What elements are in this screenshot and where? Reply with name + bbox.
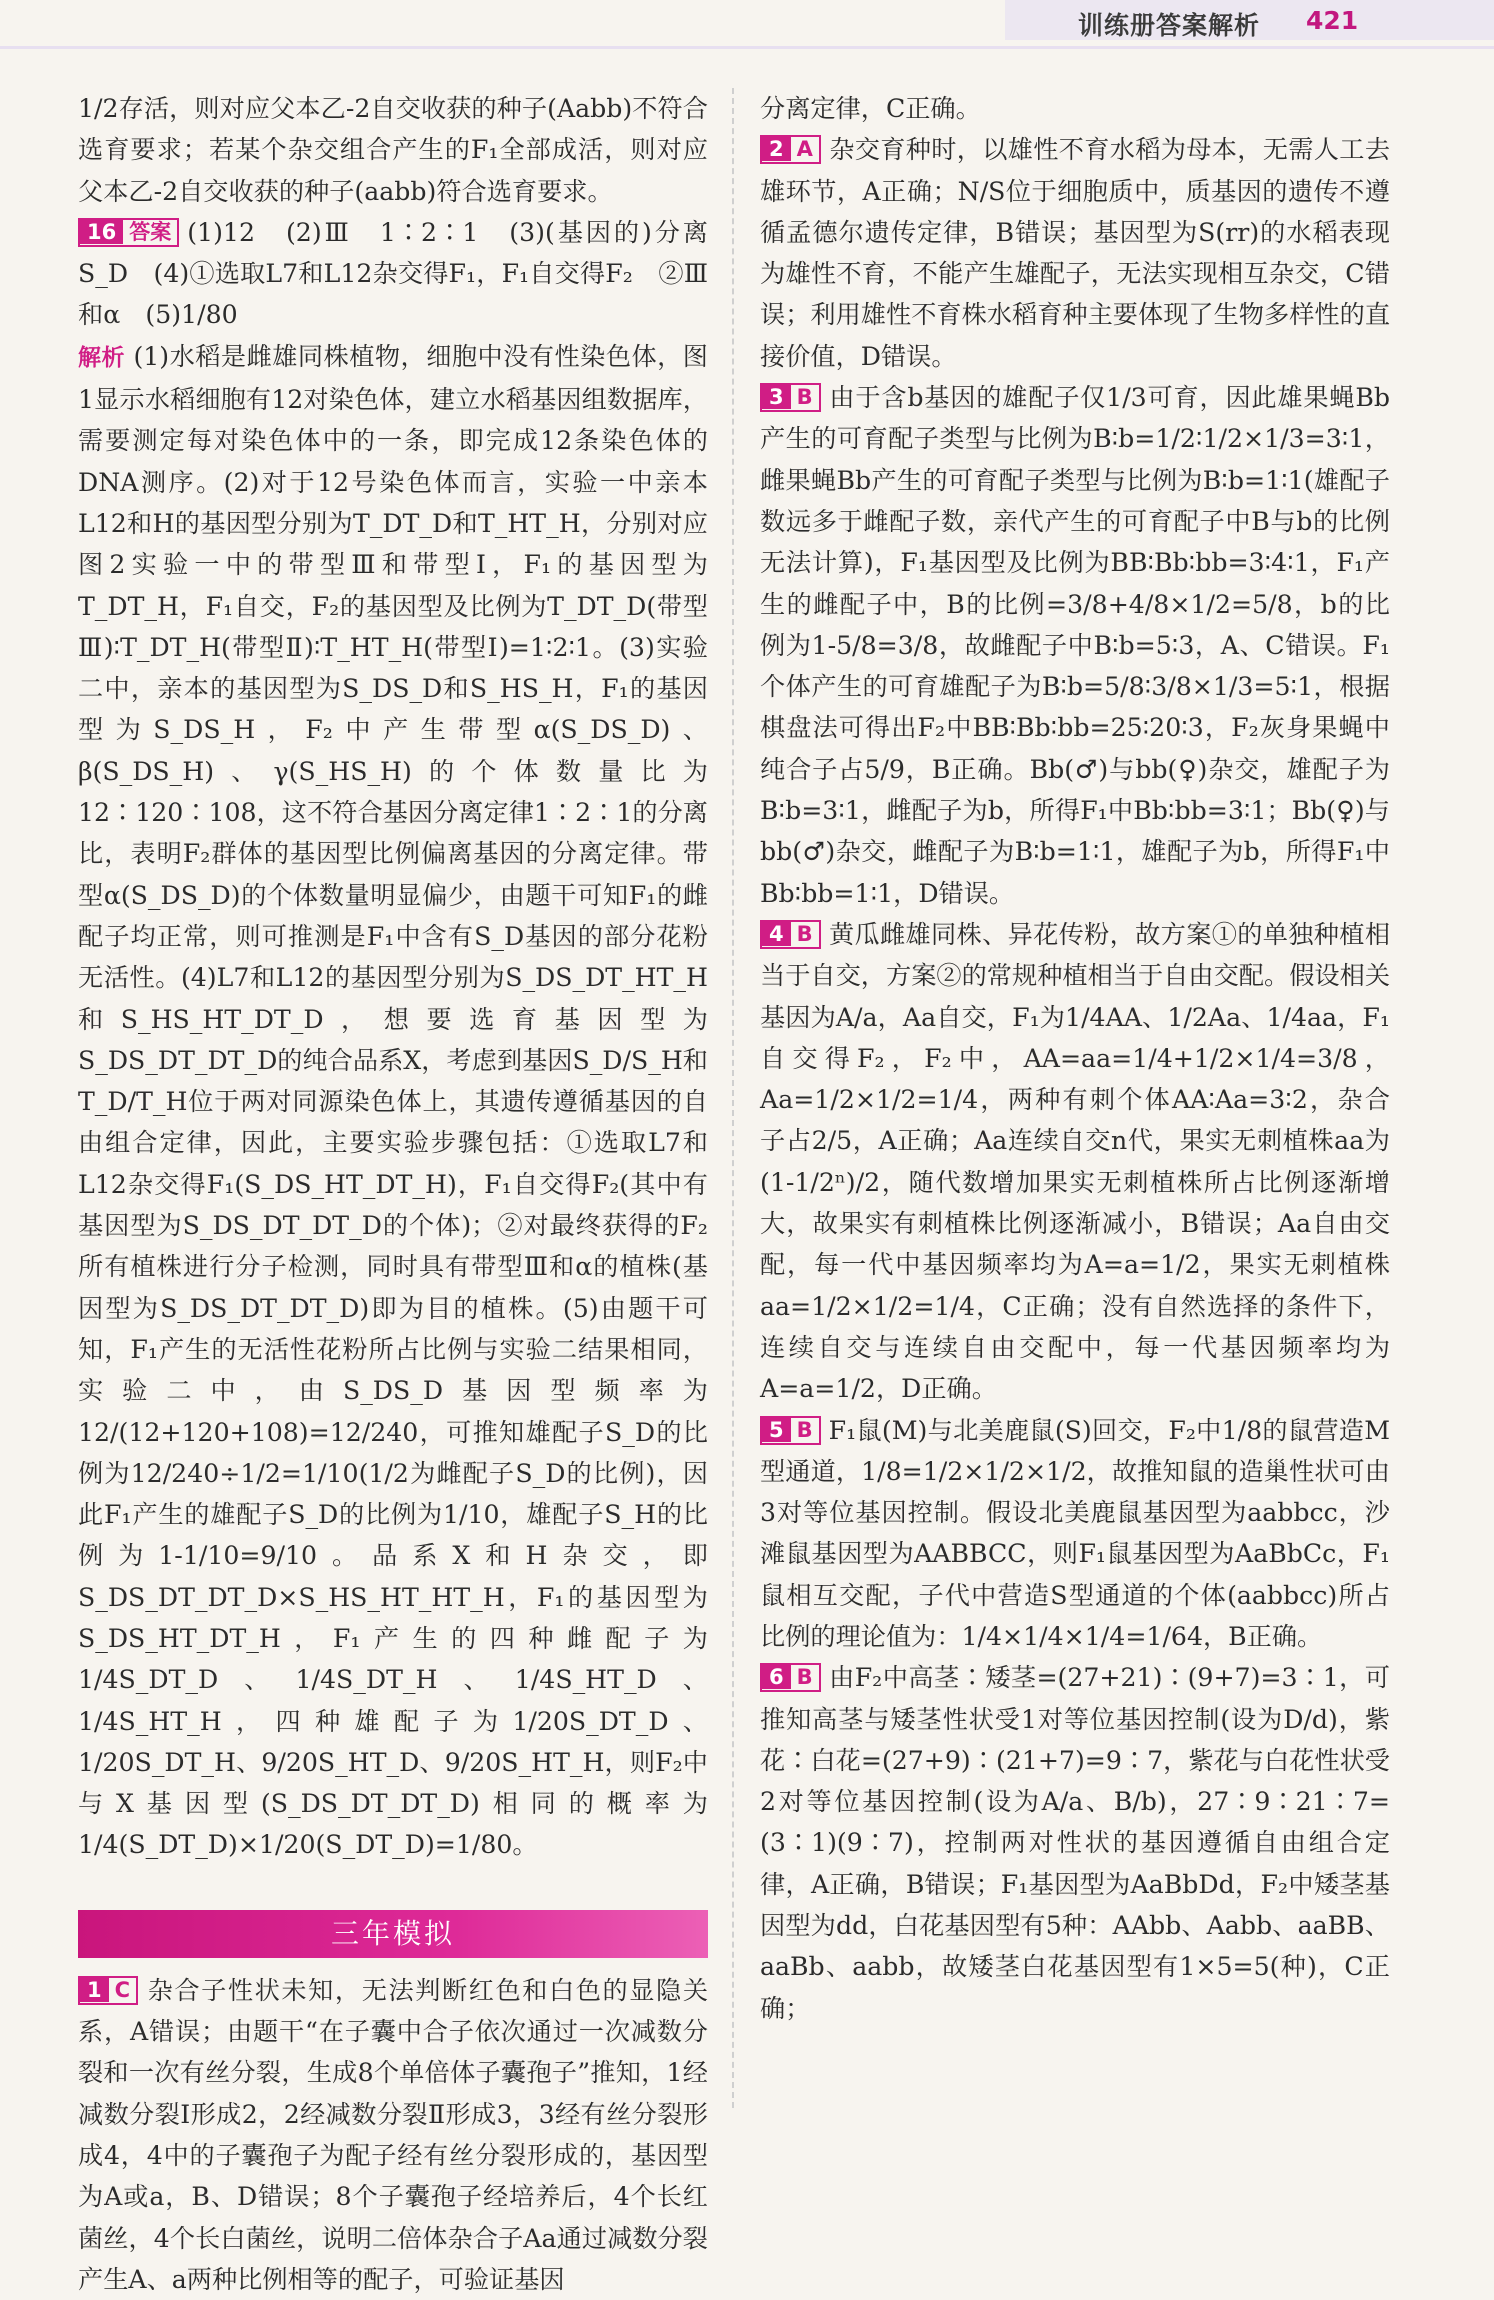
header-title: 训练册答案解析 bbox=[1078, 11, 1261, 40]
q2-tag bbox=[760, 135, 821, 164]
left-column bbox=[78, 88, 734, 2300]
q6-number: 6 bbox=[762, 1665, 791, 1689]
q1-tag bbox=[78, 1976, 138, 2005]
q4-item bbox=[760, 914, 1390, 1410]
section-banner: 三年模拟 bbox=[78, 1910, 708, 1958]
q3-text: 由于含b基因的雄配子仅1/3可育，因此雄果蝇Bb产生的可育配子类型与比例为B∶b=1/2∶1/2×1/3=3∶1，雌果蝇Bb产生的可育配子类型与比例为B∶b=1∶1(雄配子数远多于雌配子数，亲代产生的可育配子中B与b的比例无法计算)，F₁基因型及比例为BB∶Bb∶bb=3∶4∶1，F₁产生的雌配子中，B的比例=3/8+4/8×1/2=5/8，b的比例为1-5/8=3/8，故雌配子中B∶b=5∶3，A、C错误。F₁个体产生的可育雄配子为B∶b=5/8∶3/8×1/3=5∶1，根据棋盘法可得出F₂中BB∶Bb∶bb=25∶20∶3，F₂灰身果蝇中纯合子占5/9，B正确。Bb(♂)与bb(♀)杂交，雄配子为B∶b=3∶1，雌配子为b，所得F₁中Bb∶bb=3∶1；Bb(♀)与bb(♂)杂交，雌配子为B∶b=1∶1，雄配子为b，所得F₁中Bb∶bb=1∶1，D错误。 bbox=[760, 383, 1390, 908]
q4-tag bbox=[760, 920, 821, 949]
q5-answer-letter: B bbox=[796, 1417, 813, 1442]
q16-answer-text: (1)12 (2)Ⅲ 1∶2∶1 (3)(基因的)分离 S_D (4)①选取L7和L12杂交得F₁，F₁自交得F₂ ②Ⅲ和α (5)1/80 bbox=[78, 217, 734, 330]
q16-answer bbox=[78, 212, 734, 336]
q3-item bbox=[760, 377, 1390, 914]
q5-number: 5 bbox=[762, 1418, 791, 1442]
q3-answer-letter: B bbox=[796, 385, 813, 410]
q4-number: 4 bbox=[762, 922, 791, 946]
q6-answer-letter: B bbox=[796, 1665, 813, 1690]
q3-tag bbox=[760, 383, 821, 412]
q1-text: 杂合子性状未知，无法判断红色和白色的显隐关系，A错误；由题干“在子囊中合子依次通过一次减数分裂和一次有丝分裂，生成8个单倍体子囊孢子”推知，1经减数分裂Ⅰ形成2，2经减数分裂Ⅱ形成3，3经有丝分裂形成4，4中的子囊孢子为配子经有丝分裂形成的，基因型为A或a，B、D错误；8个子囊孢子经培养后，4个长红菌丝，4个长白菌丝，说明二倍体杂合子Aa通过减数分裂产生A、a两种比例相等的配子，可验证基因 bbox=[78, 1975, 708, 2294]
intro-paragraph: 1/2存活，则对应父本乙-2自交收获的种子(Aabb)不符合选育要求；若某个杂交组合产生的F₁全部成活，则对应父本乙-2自交收获的种子(aabb)符合选育要求。 bbox=[78, 94, 708, 206]
right-column bbox=[760, 88, 1390, 2029]
q4-answer-letter: B bbox=[796, 921, 813, 946]
q5-tag bbox=[760, 1416, 821, 1445]
q1-answer-letter: C bbox=[114, 1977, 131, 2002]
q2-item bbox=[760, 129, 1390, 377]
q6-item bbox=[760, 1657, 1390, 2029]
q16-explanation-text: (1)水稻是雌雄同株植物，细胞中没有性染色体，图1显示水稻细胞有12对染色体，建立水稻基因组数据库，需要测定每对染色体中的一条，即完成12条染色体的DNA测序。(2)对于12号染色体而言，实验一中亲本L12和H的基因型分别为T_DT_D和T_HT_H，分别对应图2实验一中的带型Ⅲ和带型Ⅰ，F₁的基因型为T_DT_H，F₁自交，F₂的基因型及比例为T_DT_D(带型Ⅲ)∶T_DT_H(带型Ⅱ)∶T_HT_H(带型Ⅰ)=1∶2∶1。(3)实验二中，亲本的基因型为S_DS_D和S_HS_H，F₁的基因型为S_DS_H，F₂中产生带型α(S_DS_D)、β(S_DS_H)、γ(S_HS_H)的个体数量比为12∶120∶108，这不符合基因分离定律1∶2∶1的分离比，表明F₂群体的基因型比例偏离基因的分离定律。带型α(S_DS_D)的个体数量明显偏少，由题干可知F₁的雌配子均正常，则可推测是F₁中含有S_D基因的部分花粉无活性。(4)L7和L12的基因型分别为S_DS_DT_HT_H和S_HS_HT_DT_D，想要选育基因型为S_DS_DT_DT_D的纯合品系X，考虑到基因S_D/S_H和T_D/T_H位于两对同源染色体上，其遗传遵循基因的自由组合定律，因此，主要实验步骤包括：①选取L7和L12杂交得F₁(S_DS_HT_DT_H)，F₁自交得F₂(其中有基因型为S_DS_DT_DT_D的个体)；②对最终获得的F₂所有植株进行分子检测，同时具有带型Ⅲ和α的植株(基因型为S_DS_DT_DT_D)即为目的植株。(5)由题干可知，F₁产生的无活性花粉所占比例与实验二结果相同，实验二中，由S_DS_D基因型频率为12/(12+120+108)=12/240，可推知雄配子S_D的比例为12/240÷1/2=1/10(1/2为雌配子S_D的比例)，因此F₁产生的雄配子S_D的比例为1/10，雄配子S_H的比例为1-1/10=9/10。品系X和H杂交，即S_DS_DT_DT_D×S_HS_HT_HT_H，F₁的基因型为S_DS_HT_DT_H，F₁产生的四种雌配子为1/4S_DT_D、1/4S_DT_H、1/4S_HT_D、1/4S_HT_H，四种雄配子为1/20S_DT_D、1/20S_DT_H、9/20S_HT_D、9/20S_HT_H，则F₂中与X基因型(S_DS_DT_DT_D)相同的概率为1/4(S_DT_D)×1/20(S_DT_D)=1/80。 bbox=[78, 341, 708, 1860]
explanation-label: 解析 bbox=[78, 344, 125, 371]
q16-explanation bbox=[78, 336, 708, 1866]
column-divider bbox=[732, 88, 734, 2108]
q4-text: 黄瓜雌雄同株、异花传粉，故方案①的单独种植相当于自交，方案②的常规种植相当于自由交配。假设相关基因为A/a，Aa自交，F₁为1/4AA、1/2Aa、1/4aa，F₁自交得F₂，F₂中，AA=aa=1/4+1/2×1/4=3/8，Aa=1/2×1/2=1/4，两种有刺个体AA∶Aa=3∶2，杂合子占2/5，A正确；Aa连续自交n代，果实无刺植株aa为(1-1/2ⁿ)/2，随代数增加果实无刺植株所占比例逐渐增大，故果实有刺植株比例逐渐减小，B错误；Aa自由交配，每一代中基因频率均为A=a=1/2，果实无刺植株aa=1/2×1/2=1/4，C正确；没有自然选择的条件下，连续自交与连续自由交配中，每一代基因频率均为A=a=1/2，D正确。 bbox=[760, 919, 1390, 1404]
page-number: 421 bbox=[1306, 6, 1359, 35]
q2-answer-letter: A bbox=[796, 137, 813, 162]
q6-text: 由F₂中高茎∶矮茎=(27+21)∶(9+7)=3∶1，可推知高茎与矮茎性状受1对等位基因控制(设为D/d)，紫花∶白花=(27+9)∶(21+7)=9∶7，紫花与白花性状受2对等位基因控制(设为A/a、B/b)，27∶9∶21∶7=(3∶1)(9∶7)，控制两对性状的基因遵循自由组合定律，A正确，B错误；F₁基因型为AaBbDd，F₂中矮茎基因型为dd，白花基因型有5种：AAbb、Aabb、aaBB、aaBb、aabb，故矮茎白花基因型有1×5=5(种)，C正确； bbox=[760, 1663, 1390, 2023]
q2-text: 杂交育种时，以雄性不育水稻为母本，无需人工去雄环节，A正确；N/S位于细胞质中，质基因的遗传不遵循孟德尔遗传定律，B错误；基因型为S(rr)的水稻表现为雄性不育，不能产生雄配子，无法实现相互杂交，C错误；利用雄性不育株水稻育种主要体现了生物多样性的直接价值，D错误。 bbox=[760, 135, 1390, 371]
q16-label: 答案 bbox=[129, 219, 172, 244]
continued-paragraph: 分离定律，C正确。 bbox=[760, 94, 981, 123]
q16-tag bbox=[78, 218, 179, 247]
q16-number: 16 bbox=[80, 220, 123, 244]
q5-item bbox=[760, 1410, 1390, 1658]
q6-tag bbox=[760, 1663, 821, 1692]
q3-number: 3 bbox=[762, 385, 791, 409]
q1-item bbox=[78, 1970, 708, 2300]
q1-number: 1 bbox=[80, 1978, 109, 2002]
page-header bbox=[0, 0, 1494, 49]
q5-text: F₁鼠(M)与北美鹿鼠(S)回交，F₂中1/8的鼠营造M型通道，1/8=1/2×1/2×1/2，故推知鼠的造巢性状可由3对等位基因控制。假设北美鹿鼠基因型为aabbcc，沙滩鼠基因型为AABBCC，则F₁鼠基因型为AaBbCc，F₁鼠相互交配，子代中营造S型通道的个体(aabbcc)所占比例的理论值为：1/4×1/4×1/4=1/64，B正确。 bbox=[760, 1415, 1390, 1651]
q2-number: 2 bbox=[762, 137, 791, 161]
